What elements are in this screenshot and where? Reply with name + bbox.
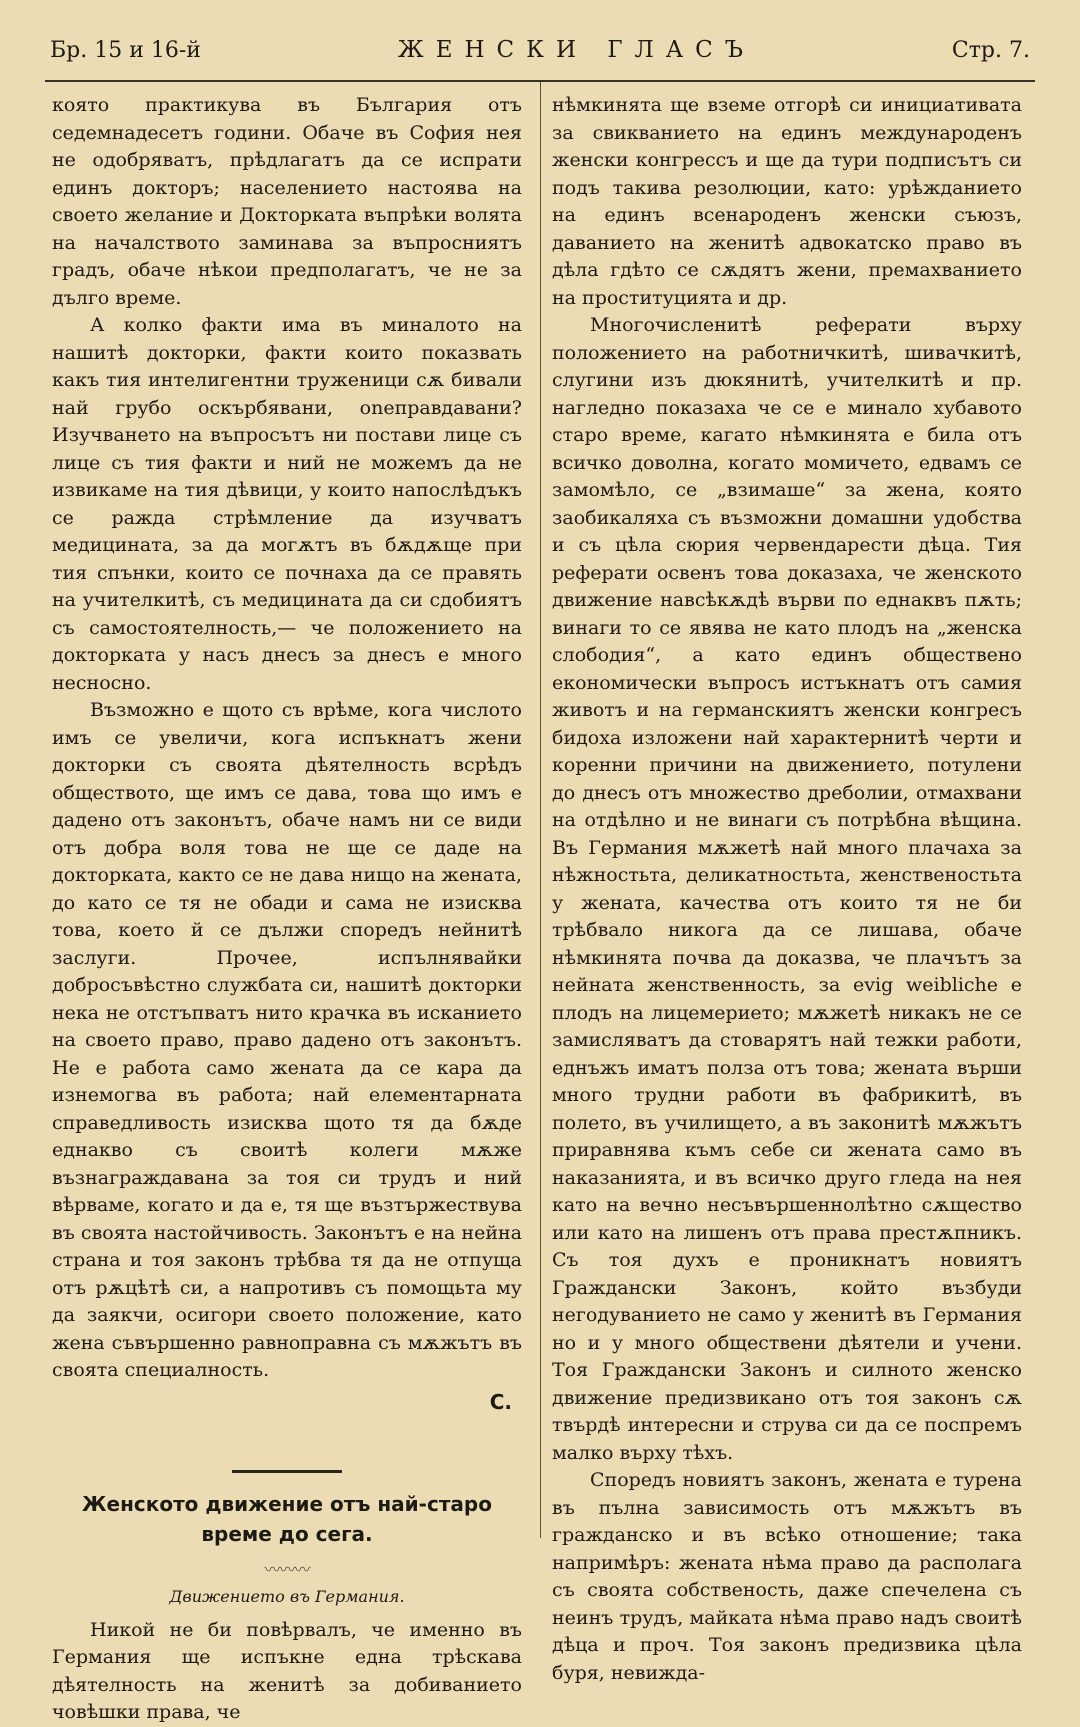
paragraph: която практикува въ България отъ седемнадесетъ години. Обаче въ София нея не одобряватъ, прѣдлагатъ да се испрати единъ докторъ; населението настоява на своето желание и Докторката въпрѣки волята на началството заминава за въпросниятъ градъ, обаче нѣкои предполагатъ, че не за дълго време. — [52, 94, 522, 309]
newspaper-title: ЖЕНСКИ ГЛАСЪ — [397, 37, 756, 63]
paragraph: Споредъ новиятъ законъ, жената е турена въ пълна зависимость отъ мѫжътъ въ гражданско и въ всѣко отношение; така напримѣръ: жената нѣма право да располага съ своята собственость, даже спечелена съ неинъ трудъ, майката нѣма право надъ своитѣ дѣца и проч. Тоя законъ предизвика цѣла буря, невижда- — [552, 1469, 1022, 1684]
page-number: Стр. 7. — [951, 37, 1030, 63]
article-title: Женското движение отъ най-старо време до сега. — [82, 1492, 492, 1546]
page-header — [50, 30, 1030, 70]
right-column — [552, 92, 1022, 1687]
left-column — [52, 92, 522, 1727]
section-separator — [232, 1470, 342, 1473]
issue-number: Бр. 15 и 16-й — [50, 37, 201, 63]
paragraph: Никой не би повѣрвалъ, че именно въ Германия ще испъкне една трѣскава дѣятелность на женитѣ за добиванието човѣшки права, че — [52, 1618, 522, 1723]
author-signature: С. — [489, 1389, 512, 1414]
article-subtitle: Движението въ Германия. — [169, 1587, 405, 1606]
paragraph: нѣмкинята ще вземе отгорѣ си инициативата за свикванието на единъ международенъ женски конгрессъ и ще да тури подписътъ си подъ такива резолюции, като: урѣжданието на единъ всенароденъ женски съюзъ, даванието на женитѣ адвокатско право въ дѣла гдѣто се сѫдятъ жени, премахванието на проституцията и др. — [552, 94, 1022, 309]
paragraph: А колко факти има въ миналото на нашитѣ докторки, факти които показвать какъ тия интелигентни труженици сѫ бивали най грубо оскърбявани, оneправдавани? Изучването на въпросътъ ни постави лице съ лице съ тия факти и ний не можемъ да не извикаме на тия дѣвици, у които напослѣдъкъ се ражда стрѣмление да изучватъ медицината, за да могѫтъ въ бѫдѫще при тия спънки, които се почнаха да се правять на учителкитѣ, съ медицината да си сдобиятъ съ самостоятелность,— че положението на докторката у насъ днесъ за днесъ е много несносно. — [52, 314, 522, 694]
paragraph: Възможно е щото съ врѣме, кога числото имъ се увеличи, кога испъкнатъ жени докторки съ своята дѣятелность всрѣдъ обществото, ще имъ се дава, това що имъ е дадено отъ законътъ, обаче намъ ни се види отъ добра воля това не ще се даде на докторката, както се не дава нищо на жената, до като се тя не обади и сама не изисква това, което й се дължи споредъ нейнитѣ заслуги. Прочее, испълнявайки добросъвѣстно службата си, нашитѣ докторки нека не отстъпватъ нито крачка въ исканието на своето право, право дадено отъ законътъ. Не е работа само жената да се кара да изнемогва въ работа; най елементарната справедливость изисква щото тя да бѫде еднакво съ своитѣ колеги мѫже възнаграждавана за тоя си трудъ и ний вѣрваме, когато и да е, тя ще възтържествува въ своята настойчивость. Законътъ е на нейна страна и тоя законъ трѣбва тя да не отпуща отъ рѫцѣтѣ си, а напротивъ съ помощьта му да заякчи, осигори своето положение, като жена съвършенно равноправна съ мѫжътъ въ своята специалность. — [52, 699, 522, 1381]
column-divider — [540, 82, 541, 1538]
paragraph: Многочисленитѣ реферати върху положението на работничкитѣ, шивачкитѣ, слугини изъ дюкянитѣ, учителкитѣ и пр. нагледно показаха че се е минало хубавото старо време, кагато нѣмкинята е била отъ всичко доволна, когато момичето, едвамъ се замомѣло, се „взимаше“ за жена, която заобикаляха съ възможни домашни удобства и съ цѣла сюрия червендарести дѣца. Тия реферати освенъ това доказаха, че женското движение навсѣкѫдѣ върви по еднаквъ пѫть; винаги то се явява не като плодъ на „женска слободия“, а като единъ обществено економически въпросъ истъкнатъ отъ самия животъ и на германскиятъ женски конгресъ бидоха изложени най характернитѣ черти и коренни причини на движението, потулени до днесъ отъ множество дреболии, отмахвани на отдѣлно и не винаги съ потрѣбна вѣщина. Въ Германия мѫжетѣ най много плачаха за нѣжностьта, деликатностьта, женственостьта у жената, качества отъ които тя не би трѣбвало никога да се лишава, обаче нѣмкинята почва да доказва, че плачътъ за нейната женственность, за evig weibliche е плодъ на лицемерието; мѫжетѣ никакъ не се замисляватъ да стоварятъ най тежки работи, еднъжъ иматъ полза отъ това; жената върши много трудни работи въ фабрикитѣ, въ полето, въ училището, а въ законитѣ мѫжътъ приравнява къмъ себе си жената само въ наказанията, и въ всичко друго гледа на нея като на вечно несъвършеннолѣтно сѫщество или като на лишенъ отъ права престѫпникъ. Съ тоя духъ е проникнатъ новиятъ Граждански Законъ, който възбуди негодуванието не само у женитѣ въ Германия но и у много обществени дѣятели и учени. Тоя Граждански Законъ и силното женско движение предизвикано отъ тоя законъ сѫ твърдѣ интересни и струва си да се поспремъ малко върху тѣхъ. — [552, 314, 1022, 1464]
ornament-divider: 〰〰〰 — [264, 1560, 310, 1579]
